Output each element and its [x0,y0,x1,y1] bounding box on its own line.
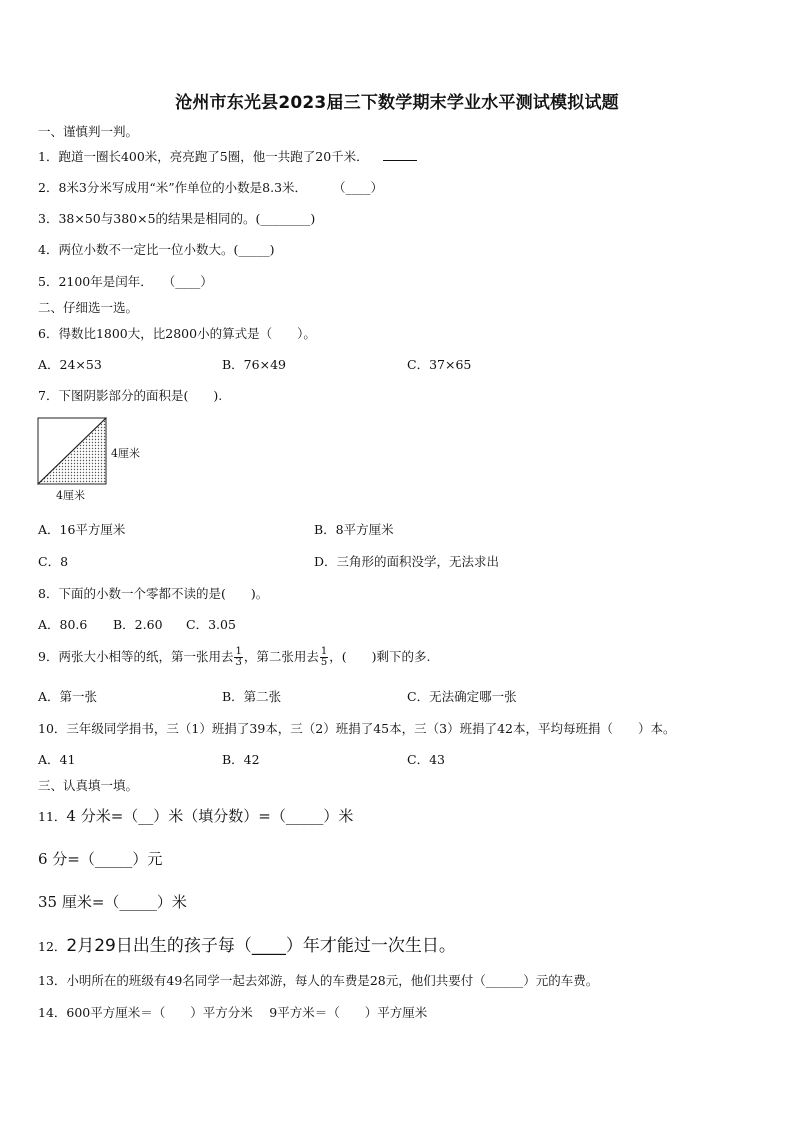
question-text: 8米3分米写成用“米”作单位的小数是8.3米． [58,180,308,195]
question-number: 1． [38,149,59,164]
question-2 [38,178,383,196]
question-text: 38×50与380×5的结果是相同的。 [58,211,256,226]
question-number: 7． [38,388,59,403]
fraction-one-third: $\frac{1}{3}$ [235,646,242,668]
question-13 [38,971,598,989]
answer-blank[interactable]: (_____) [233,242,275,257]
question-text-line1: 4 分米=（__）米（填分数）=（_____）米 [66,807,354,825]
q10-option-a[interactable]: A．41 [38,752,76,767]
q6-option-b[interactable]: B．76×49 [222,357,286,372]
question-12 [38,931,456,956]
question-number: 14． [38,1005,67,1020]
question-11-line3: 35 厘米=（_____）米 [38,893,187,911]
question-text: 下图阴影部分的面积是( ). [58,388,223,403]
figure-label-bottom: 4厘米 [56,489,85,502]
question-7 [38,386,222,404]
q10-option-c[interactable]: C．43 [407,752,445,767]
q9-option-a[interactable]: A．第一张 [38,689,98,704]
question-text: 2月29日出生的孩子每（____）年才能过一次生日。 [66,936,456,956]
q6-option-a[interactable]: A．24×53 [38,357,102,372]
question-5 [38,272,213,290]
q7-option-a[interactable]: A．16平方厘米 [38,522,126,537]
question-text: 跑道一圈长400米，亮亮跑了5圈，他一共跑了20千米． [58,149,369,164]
question-number: 9． [38,649,59,664]
figure-label-side: 4厘米 [111,447,140,460]
question-4 [38,240,274,258]
fraction-one-fifth: $\frac{1}{5}$ [320,646,328,668]
question-8 [38,584,268,602]
question-text: 得数比1800大，比2800小的算式是（ ）。 [58,326,316,341]
q9-option-c[interactable]: C．无法确定哪一张 [407,689,517,704]
question-text: 两位小数不一定比一位小数大。 [58,242,234,257]
q10-option-b[interactable]: B．42 [222,752,260,767]
shaded-square-figure [37,417,157,511]
question-text: 下面的小数一个零都不读的是( )。 [58,586,269,601]
question-text: 小明所在的班级有49名同学一起去郊游，每人的车费是28元，他们共要付（______）元的车费。 [66,973,599,988]
question-text-part3: ，( )剩下的多. [329,649,431,664]
q8-option-a[interactable]: A．80.6 [38,617,88,632]
q9-option-b[interactable]: B．第二张 [222,689,282,704]
question-11 [38,805,353,826]
section-heading-choose: 二、仔细选一选。 [38,300,139,315]
question-number: 5． [38,274,59,289]
question-number: 10． [38,721,67,736]
question-text: 2100年是闰年． [58,274,153,289]
question-14 [38,1003,427,1021]
answer-blank[interactable] [383,148,417,161]
question-number: 13． [38,973,67,988]
question-number: 2． [38,180,59,195]
q7-option-c[interactable]: C．8 [38,554,69,569]
q8-option-b[interactable]: B．2.60 [113,617,163,632]
question-9 [38,647,430,668]
question-10 [38,719,675,737]
page-title: 沧州市东光县2023届三下数学期末学业水平测试模拟试题 [175,93,619,113]
question-number: 8． [38,586,59,601]
answer-blank[interactable]: （____） [333,180,384,195]
question-1 [38,147,417,165]
question-11-line2: 6 分=（_____）元 [38,850,163,868]
question-3 [38,209,315,227]
q6-option-c[interactable]: C．37×65 [407,357,472,372]
answer-blank[interactable]: (________) [255,211,316,226]
question-number: 6． [38,326,59,341]
question-number: 3． [38,211,59,226]
question-number: 12． [38,939,67,954]
q7-option-d[interactable]: D．三角形的面积没学，无法求出 [314,554,500,569]
question-text: 三年级同学捐书，三（1）班捐了39本，三（2）班捐了45本，三（3）班捐了42本，平均每班捐（ ）本。 [66,721,676,736]
question-text-part1: 两张大小相等的纸，第一张用去 [58,649,234,664]
question-text-part2: ，第二张用去 [243,649,319,664]
question-number: 11． [38,809,67,824]
question-text: 600平方厘米＝（ ）平方分米 9平方米＝（ ）平方厘米 [66,1005,428,1020]
q8-option-c[interactable]: C．3.05 [186,617,236,632]
answer-blank[interactable]: （____） [162,274,213,289]
question-number: 4． [38,242,59,257]
section-heading-judge: 一、谨慎判一判。 [38,124,139,139]
section-heading-fill: 三、认真填一填。 [38,778,139,793]
question-6 [38,324,316,342]
q7-option-b[interactable]: B．8平方厘米 [314,522,394,537]
